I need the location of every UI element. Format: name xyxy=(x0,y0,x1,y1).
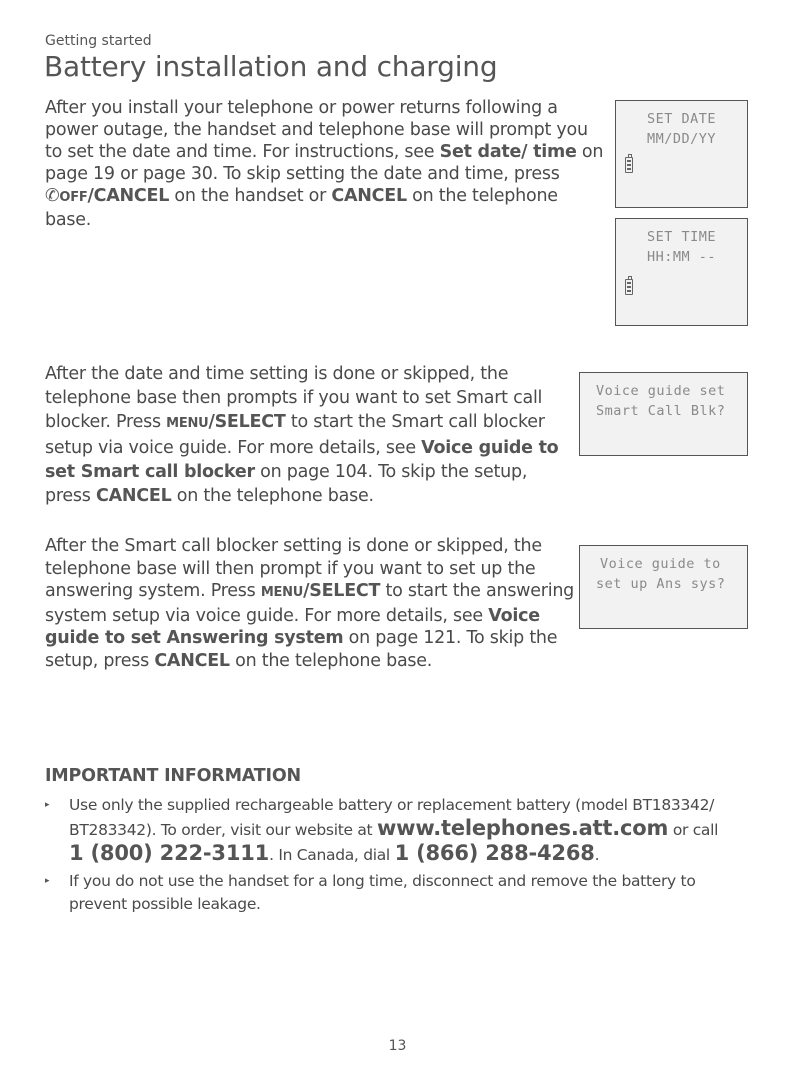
select-key-label: /SELECT xyxy=(303,581,381,601)
lcd-line: HH:MM -- xyxy=(647,249,717,265)
lcd-screen-answering xyxy=(579,545,748,629)
cancel-key-label: CANCEL xyxy=(331,186,407,206)
ref-voice-guide-call-blocker: Voice guide to set Smart call blocker xyxy=(45,438,559,482)
ref-voice-guide-answering: Voice guide to set Answering system xyxy=(45,605,540,648)
cancel-key-label: CANCEL xyxy=(154,650,230,671)
off-key-label: OFF xyxy=(59,190,88,205)
bullet-text-segment: or call xyxy=(668,821,719,839)
lcd-screen-call-blocker xyxy=(579,372,748,456)
bullet-text xyxy=(69,794,749,867)
paragraph-date-time xyxy=(45,97,605,231)
paragraph-text: on page 19 or page 30. To skip setting the date and time, press xyxy=(45,142,604,184)
paragraph-text: on page 121. To skip the setup, press xyxy=(45,628,558,671)
page-number: 13 xyxy=(388,1038,407,1054)
phone-us: 1 (800) 222-3111 xyxy=(69,841,270,865)
lcd-line: set up Ans sys? xyxy=(596,576,726,592)
lcd-line: Voice guide to xyxy=(600,556,721,572)
bullet-text: If you do not use the handset for a long time, disconnect and remove the battery to prevent possible leakage. xyxy=(69,872,696,913)
paragraph-smart-call-blocker xyxy=(45,362,575,508)
paragraph-text: After the Smart call blocker setting is done or skipped, the telephone base will then prompt if you want to set up the answering system. Press xyxy=(45,536,542,601)
battery-icon xyxy=(625,157,633,173)
important-heading: IMPORTANT INFORMATION xyxy=(45,766,301,786)
lcd-screen-set-date xyxy=(615,100,748,208)
battery-icon xyxy=(625,279,633,295)
paragraph-text: on the telephone base. xyxy=(229,650,433,671)
important-bullet-battery xyxy=(45,794,745,870)
lcd-line: Voice guide set xyxy=(596,383,726,399)
cancel-key-label: /CANCEL xyxy=(87,186,170,206)
paragraph-text: on the handset or xyxy=(169,186,332,206)
lcd-line: SET TIME xyxy=(647,229,717,245)
important-bullet-leakage xyxy=(45,870,745,918)
bullet-text-segment: . xyxy=(594,846,600,864)
section-label: Getting started xyxy=(45,33,152,49)
website-link[interactable]: www.telephones.att.com xyxy=(376,816,669,840)
lcd-line: Smart Call Blk? xyxy=(596,403,726,419)
bullet-text-segment: . In Canada, dial xyxy=(269,846,395,864)
page-title: Battery installation and charging xyxy=(44,50,498,83)
cancel-key-label: CANCEL xyxy=(95,486,172,506)
lcd-screen-set-time xyxy=(615,218,748,326)
off-key-icon: ✆ xyxy=(45,186,60,206)
bullet-marker-icon: ▸ xyxy=(45,876,50,886)
menu-key-label: MENU xyxy=(260,585,304,600)
paragraph-text: on the telephone base. xyxy=(45,186,558,230)
paragraph-text: on page 104. To skip the setup, press xyxy=(45,462,528,506)
select-key-label: /SELECT xyxy=(208,412,286,432)
ref-set-date-time: Set date/ time xyxy=(439,142,577,162)
bullet-marker-icon: ▸ xyxy=(45,800,50,810)
phone-canada: 1 (866) 288-4268 xyxy=(394,841,595,865)
lcd-line: MM/DD/YY xyxy=(647,131,717,147)
menu-key-label: MENU xyxy=(166,416,209,431)
paragraph-text: After the date and time setting is done or skipped, the telephone base then prompts if you want to set Smart call blocker. Press xyxy=(45,364,543,432)
paragraph-text: on the telephone base. xyxy=(171,486,374,506)
paragraph-answering-system xyxy=(45,535,575,672)
paragraph-text: to start the Smart call blocker setup via voice guide. For more details, see xyxy=(45,412,545,458)
lcd-line: SET DATE xyxy=(647,111,717,127)
paragraph-text: to start the answering system setup via voice guide. For more details, see xyxy=(45,581,575,626)
paragraph-text: After you install your telephone or power returns following a power outage, the handset and telephone base will prompt you to set the date and time. For instructions, see xyxy=(45,98,588,162)
bullet-text-segment: Use only the supplied rechargeable battery or replacement battery (model BT183342/ BT283342). To order, visit our website at xyxy=(69,796,715,839)
